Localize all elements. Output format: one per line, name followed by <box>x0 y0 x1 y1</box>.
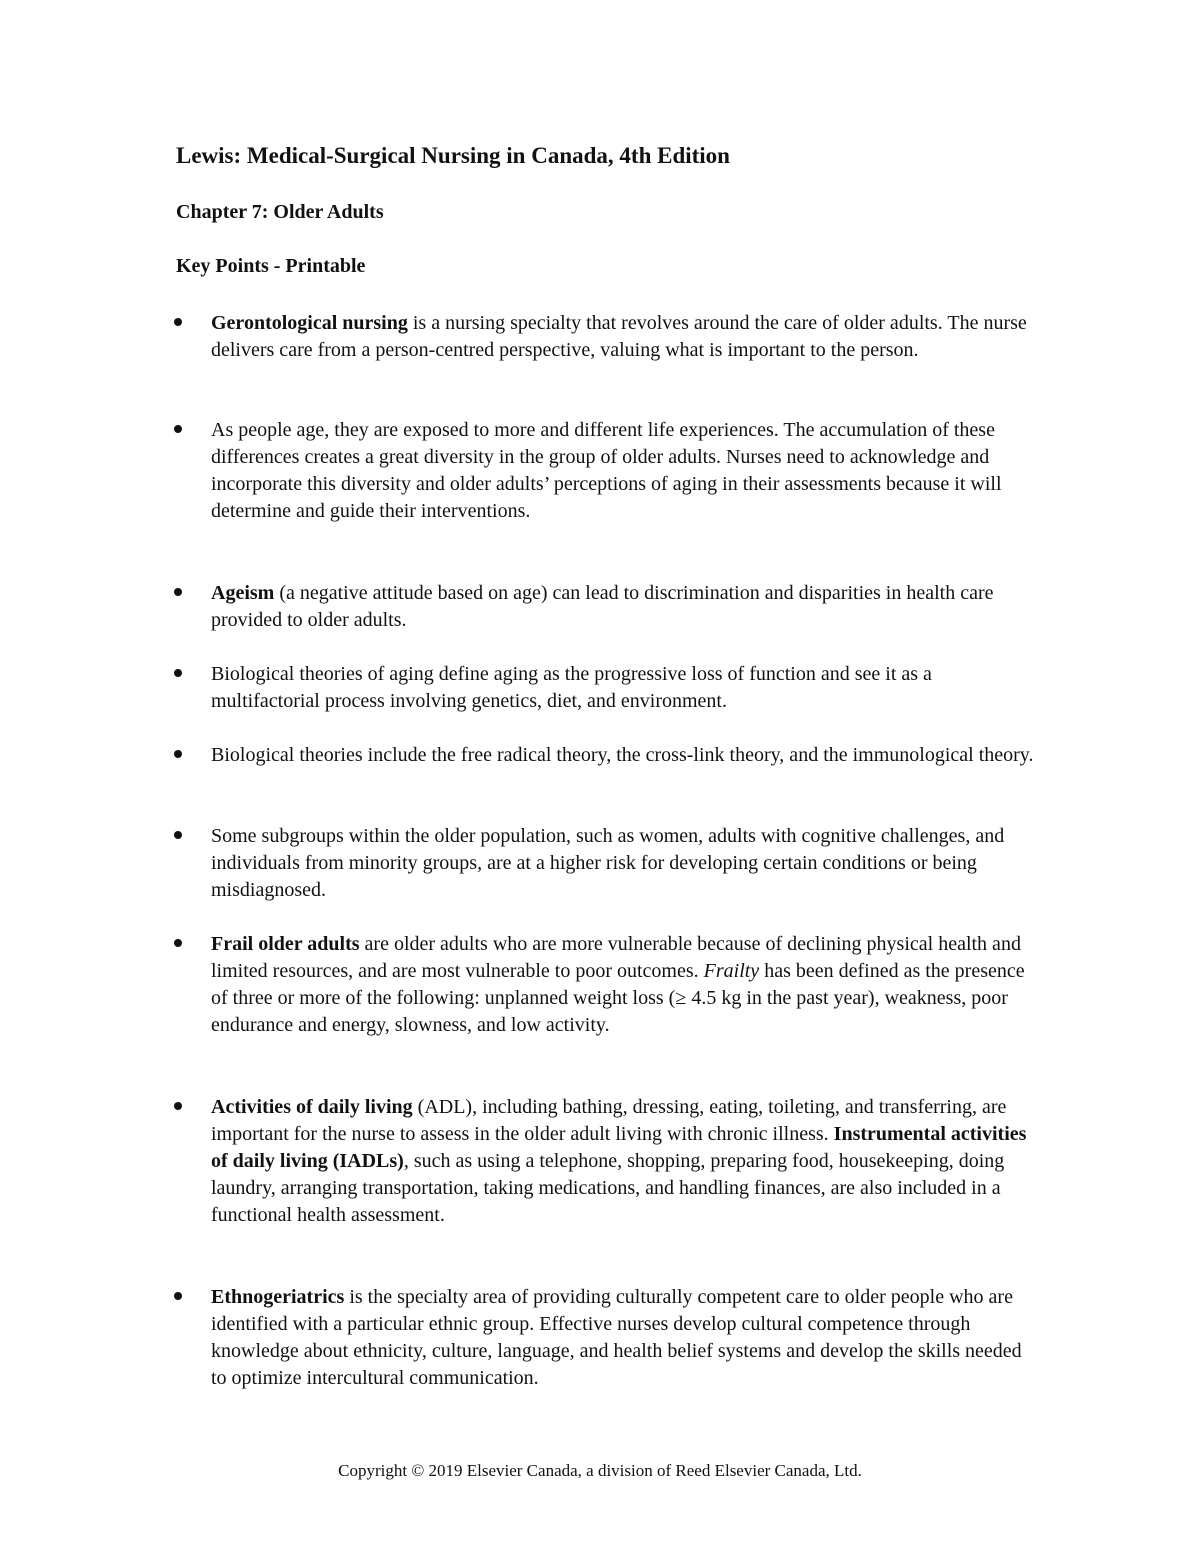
key-point-text <box>211 1094 1041 1229</box>
key-term: Activities of daily living <box>211 1096 413 1118</box>
key-point-text <box>211 823 1041 904</box>
bullet-icon <box>174 425 182 433</box>
key-point-run: is a nursing specialty that revolves around the care of older adults. The nurse delivers care from a person-centred perspective, valuing what is important to the person. <box>211 312 1027 361</box>
key-point-text <box>211 661 1041 715</box>
bullet-icon <box>174 750 182 758</box>
key-point-text <box>211 1284 1041 1392</box>
key-point-text <box>211 310 1041 364</box>
key-point-text <box>211 742 1041 769</box>
document-title: Lewis: Medical-Surgical Nursing in Canada, 4th Edition <box>176 143 730 168</box>
key-point-text <box>211 931 1041 1039</box>
key-term: Ethnogeriatrics <box>211 1286 345 1308</box>
bullet-icon <box>174 1292 182 1300</box>
bullet-icon <box>174 939 182 947</box>
bullet-icon <box>174 318 182 326</box>
key-point-run: (a negative attitude based on age) can lead to discrimination and disparities in health care provided to older adults. <box>211 582 994 631</box>
key-term: Instrumental activities of daily living (IADLs) <box>211 1123 1027 1172</box>
copyright-footer: Copyright © 2019 Elsevier Canada, a division of Reed Elsevier Canada, Ltd. <box>338 1461 862 1480</box>
section-title: Key Points - Printable <box>176 255 366 277</box>
key-term: Gerontological nursing <box>211 312 408 334</box>
key-point-run: has been defined as the presence of three or more of the following: unplanned weight loss (≥ 4.5 kg in the past year), weakness, poor endurance and energy, slowness, and low activity. <box>211 960 1025 1036</box>
bullet-icon <box>174 831 182 839</box>
bullet-icon <box>174 588 182 596</box>
bullet-icon <box>174 1102 182 1110</box>
key-point-text <box>211 580 1041 634</box>
key-point-run: is the specialty area of providing culturally competent care to older people who are identified with a particular ethnic group. Effective nurses develop cultural competence through knowledge about ethnicity, culture, language, and health belief systems and develop the skills needed to optimize intercultural communication. <box>211 1286 1022 1389</box>
bullet-icon <box>174 669 182 677</box>
key-point-run: Biological theories include the free radical theory, the cross-link theory, and the immunological theory. <box>211 744 1034 766</box>
key-point-run: (ADL), including bathing, dressing, eating, toileting, and transferring, are important for the nurse to assess in the older adult living with chronic illness. <box>211 1096 1007 1145</box>
emphasized-term: Frailty <box>703 960 760 982</box>
key-term: Frail older adults <box>211 933 360 955</box>
chapter-title: Chapter 7: Older Adults <box>176 201 384 223</box>
key-point-run: Some subgroups within the older population, such as women, adults with cognitive challenges, and individuals from minority groups, are at a higher risk for developing certain conditions or being misdiagnosed. <box>211 825 1005 901</box>
key-point-run: , such as using a telephone, shopping, preparing food, housekeeping, doing laundry, arranging transportation, taking medications, and handling finances, are also included in a functional health assessment. <box>211 1150 1005 1226</box>
key-point-text <box>211 417 1041 525</box>
key-point-run: are older adults who are more vulnerable because of declining physical health and limited resources, and are most vulnerable to poor outcomes. <box>211 933 1021 982</box>
key-term: Ageism <box>211 582 275 604</box>
key-point-run: Biological theories of aging define aging as the progressive loss of function and see it as a multifactorial process involving genetics, diet, and environment. <box>211 663 932 712</box>
key-point-run: As people age, they are exposed to more and different life experiences. The accumulation of these differences creates a great diversity in the group of older adults. Nurses need to acknowledge and incorporate this diversity and older adults’ perceptions of aging in their assessments because it will determine and guide their interventions. <box>211 419 1002 522</box>
